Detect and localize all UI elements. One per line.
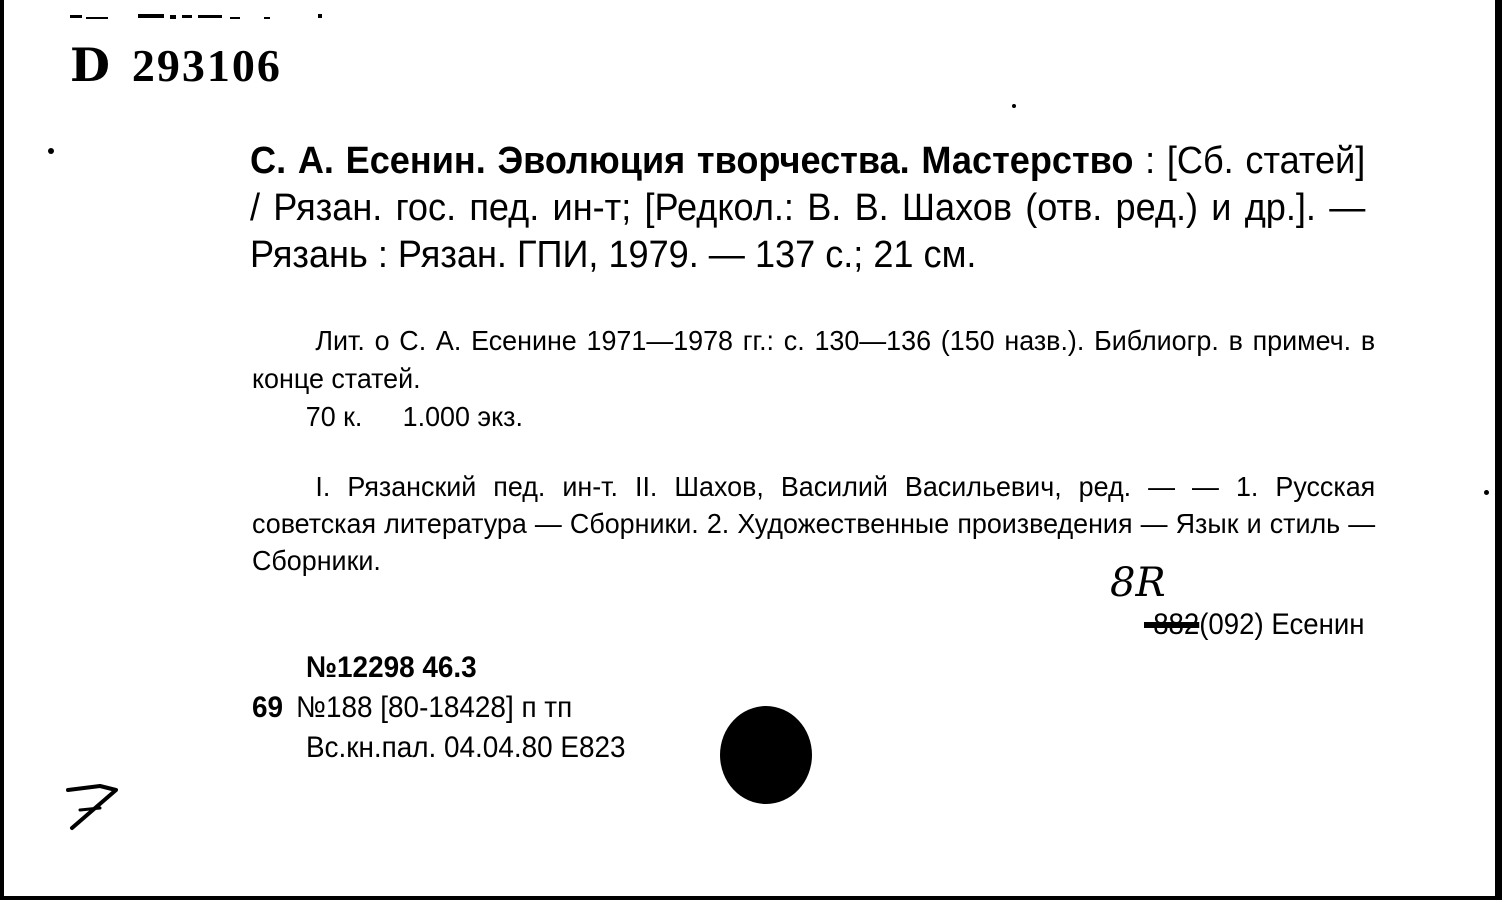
classification-suffix: (092) Есенин: [1199, 608, 1365, 641]
production-line-1: №12298 46.3: [305, 651, 477, 684]
speck-top: [1012, 104, 1016, 108]
production-line-2: [252, 688, 626, 728]
call-number-prefix: D: [70, 38, 112, 92]
call-number: [70, 38, 282, 92]
bibliography-note: Лит. о С. А. Есенине 1971—1978 гг.: с. 130—136 (150 назв.). Библиогр. в примеч. в конце статей.: [252, 325, 1376, 394]
handwritten-page-number: [62, 780, 122, 832]
price-line: [252, 398, 1375, 436]
production-notes: [252, 648, 626, 768]
tracings-section: [252, 468, 1375, 579]
production-line-3: Вс.кн.пал. 04.04.80 Е823: [305, 731, 626, 764]
book-description: : [Сб. статей] / Рязан. гос. пед. ин-т; [Редкол.: В. В. Шахов (отв. ред.) и др.]. — Рязань : Рязан. ГПИ, 1979. — 137 с.; 21 см.: [250, 140, 1366, 276]
print-run: 1.000 экз.: [402, 401, 523, 432]
classification-code: [1144, 608, 1364, 642]
main-entry: [250, 138, 1365, 279]
call-number-value: 293106: [131, 40, 282, 91]
handwritten-mark: 8R: [1110, 560, 1166, 606]
subject-tracings: I. Рязанский пед. ин-т. II. Шахов, Василий Васильевич, ред. — — 1. Русская советская литература — Сборники. 2. Художественные произведения — Язык и стиль — Сборники.: [252, 471, 1376, 576]
production-line-2-text: №188 [80-18428] п тп: [296, 691, 573, 724]
price: 70 к.: [305, 401, 363, 432]
speck-right: [1484, 490, 1489, 495]
punch-hole: [720, 706, 812, 804]
production-line-2-number: 69: [252, 691, 284, 724]
catalog-card: [4, 0, 1495, 896]
book-title: С. А. Есенин. Эволюция творчества. Мастерство: [250, 140, 1134, 182]
speck-left: [48, 148, 54, 154]
notes-section: [252, 322, 1375, 436]
faint-header-marks: [70, 10, 330, 24]
struck-code: -882: [1144, 608, 1200, 641]
